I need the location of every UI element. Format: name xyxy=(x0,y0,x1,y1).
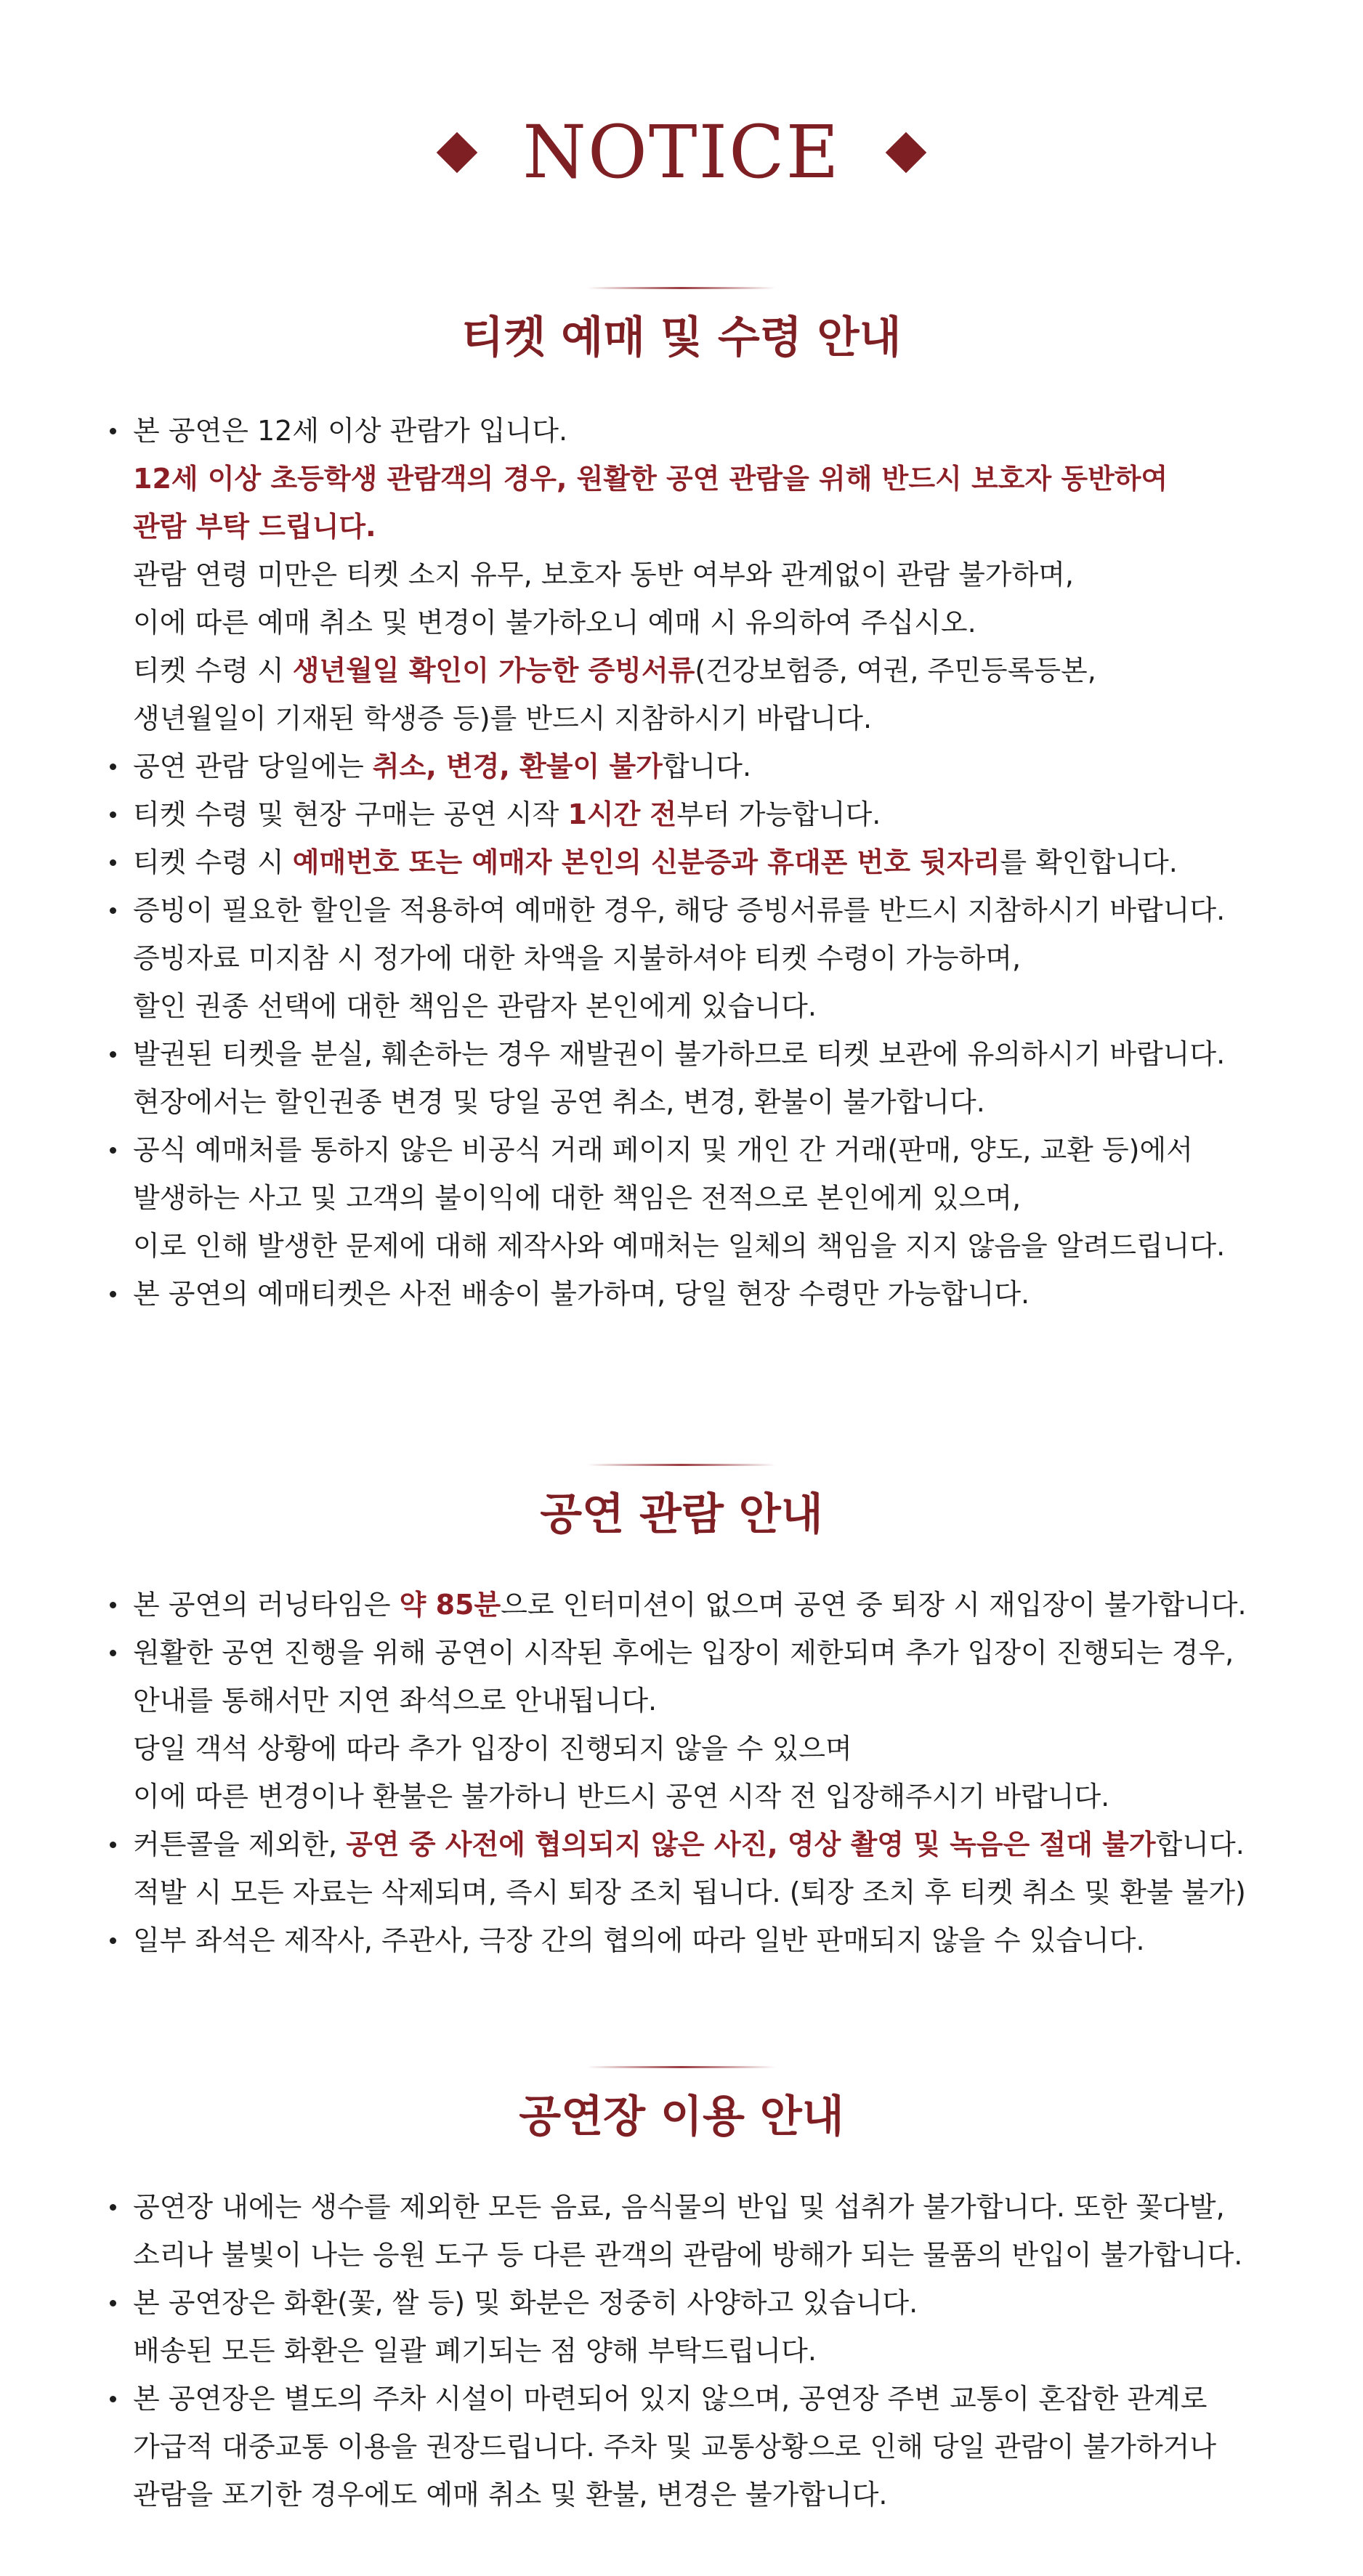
section-divider xyxy=(587,287,776,289)
list-item: 증빙이 필요한 할인을 적용하여 예매한 경우, 해당 증빙서류를 반드시 지참하시기 바랍니다. 증빙자료 미지참 시 정가에 대한 차액을 지불하셔야 티켓 수령이 가능하며, 할인 권종 선택에 대한 책임은 관람자 본인에게 있습니다. xyxy=(105,886,1297,1030)
venue-guide-list xyxy=(105,2183,1297,2519)
section-title: 공연장 이용 안내 xyxy=(519,2091,844,2142)
list-item: 공식 예매처를 통하지 않은 비공식 거래 페이지 및 개인 간 거래(판매, 양도, 교환 등)에서 발생하는 사고 및 고객의 불이익에 대한 책임은 전적으로 본인에게 있으며, 이로 인해 발생한 문제에 대해 제작사와 예매처는 일체의 책임을 지지 않음을 알려드립니다. xyxy=(105,1126,1297,1270)
section-title: 공연 관람 안내 xyxy=(540,1489,823,1540)
list-item: 커튼콜을 제외한, 공연 중 사전에 협의되지 않은 사진, 영상 촬영 및 녹음은 절대 불가합니다. 적발 시 모든 자료는 삭제되며, 즉시 퇴장 조치 됩니다. (퇴장 조치 후 티켓 취소 및 환불 불가) xyxy=(105,1820,1297,1916)
ticket-booking-list xyxy=(105,407,1297,1318)
section-divider xyxy=(587,1464,776,1466)
diamond-right-icon xyxy=(885,132,926,174)
list-item: 본 공연장은 별도의 주차 시설이 마련되어 있지 않으며, 공연장 주변 교통이 혼잡한 관계로 가급적 대중교통 이용을 권장드립니다. 주차 및 교통상황으로 인해 당일 관람이 불가하거나 관람을 포기한 경우에도 예매 취소 및 환불, 변경은 불가합니다. xyxy=(105,2375,1297,2519)
list-item: 본 공연은 12세 이상 관람가 입니다. 12세 이상 초등학생 관람객의 경우, 원활한 공연 관람을 위해 반드시 보호자 동반하여 관람 부탁 드립니다. 관람 연령 미만은 티켓 소지 유무, 보호자 동반 여부와 관계없이 관람 불가하며, 이에 따른 예매 취소 및 변경이 불가하오니 예매 시 유의하여 주십시오. 티켓 수령 시 생년월일 확인이 가능한 증빙서류(건강보험증, 여권, 주민등록등본, 생년월일이 기재된 학생증 등)를 반드시 지참하시기 바랍니다. xyxy=(105,407,1297,742)
list-item: 티켓 수령 시 예매번호 또는 예매자 본인의 신분증과 휴대폰 번호 뒷자리를 확인합니다. xyxy=(105,838,1297,886)
list-item: 원활한 공연 진행을 위해 공연이 시작된 후에는 입장이 제한되며 추가 입장이 진행되는 경우, 안내를 통해서만 지연 좌석으로 안내됩니다. 당일 객석 상황에 따라 추가 입장이 진행되지 않을 수 있으며 이에 따른 변경이나 환불은 불가하니 반드시 공연 시작 전 입장해주시기 바랍니다. xyxy=(105,1629,1297,1820)
list-item: 일부 좌석은 제작사, 주관사, 극장 간의 협의에 따라 일반 판매되지 않을 수 있습니다. xyxy=(105,1916,1297,1964)
section-divider xyxy=(587,2066,776,2068)
list-item: 본 공연장은 화환(꽃, 쌀 등) 및 화분은 정중히 사양하고 있습니다. 배송된 모든 화환은 일괄 폐기되는 점 양해 부탁드립니다. xyxy=(105,2279,1297,2375)
list-item: 티켓 수령 및 현장 구매는 공연 시작 1시간 전부터 가능합니다. xyxy=(105,790,1297,838)
section-title: 티켓 예매 및 수령 안내 xyxy=(461,312,902,363)
notice-header xyxy=(0,109,1363,196)
page-title: NOTICE xyxy=(522,110,841,195)
list-item: 공연장 내에는 생수를 제외한 모든 음료, 음식물의 반입 및 섭취가 불가합니다. 또한 꽃다발, 소리나 불빛이 나는 응원 도구 등 다른 관객의 관람에 방해가 되는 물품의 반입이 불가합니다. xyxy=(105,2183,1297,2279)
viewing-guide-list xyxy=(105,1581,1297,1964)
list-item: 본 공연의 예매티켓은 사전 배송이 불가하며, 당일 현장 수령만 가능합니다. xyxy=(105,1270,1297,1318)
list-item: 공연 관람 당일에는 취소, 변경, 환불이 불가합니다. xyxy=(105,742,1297,790)
list-item: 본 공연의 러닝타임은 약 85분으로 인터미션이 없으며 공연 중 퇴장 시 재입장이 불가합니다. xyxy=(105,1581,1297,1629)
diamond-left-icon xyxy=(437,132,478,174)
list-item: 발권된 티켓을 분실, 훼손하는 경우 재발권이 불가하므로 티켓 보관에 유의하시기 바랍니다. 현장에서는 할인권종 변경 및 당일 공연 취소, 변경, 환불이 불가합니다. xyxy=(105,1030,1297,1126)
